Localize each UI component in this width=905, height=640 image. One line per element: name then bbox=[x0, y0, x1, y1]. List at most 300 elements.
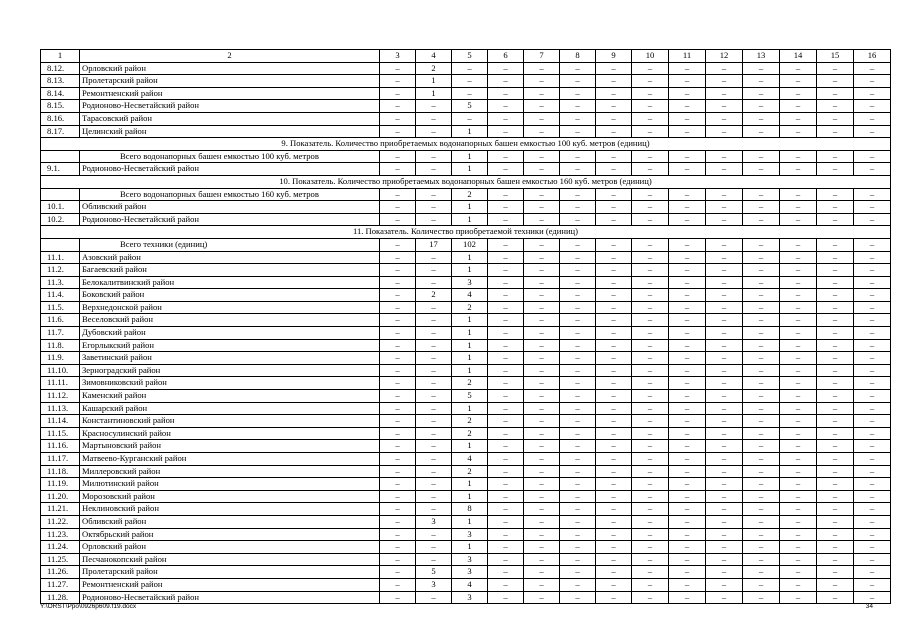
value-cell: – bbox=[560, 264, 596, 277]
value-cell: – bbox=[780, 453, 817, 466]
value-cell: – bbox=[854, 251, 891, 264]
value-cell: 2 bbox=[452, 415, 488, 428]
value-cell: – bbox=[488, 503, 524, 516]
value-cell: – bbox=[524, 578, 560, 591]
value-cell: – bbox=[780, 75, 817, 88]
value-cell: 4 bbox=[452, 578, 488, 591]
value-cell: – bbox=[524, 264, 560, 277]
value-cell: – bbox=[632, 553, 669, 566]
value-cell: – bbox=[632, 377, 669, 390]
value-cell: – bbox=[817, 591, 854, 604]
section-heading: 9. Показатель. Количество приобретаемых водонапорных башен емкостью 100 куб. метров (единиц) bbox=[41, 138, 891, 151]
value-cell: 2 bbox=[452, 377, 488, 390]
table-row bbox=[41, 251, 891, 264]
value-cell: – bbox=[524, 515, 560, 528]
value-cell: – bbox=[596, 339, 632, 352]
value-cell: – bbox=[780, 402, 817, 415]
value-cell: 1 bbox=[452, 201, 488, 214]
value-cell: – bbox=[706, 528, 743, 541]
value-cell: – bbox=[560, 62, 596, 75]
value-cell: – bbox=[380, 188, 416, 201]
value-cell: – bbox=[706, 377, 743, 390]
value-cell: – bbox=[596, 112, 632, 125]
value-cell: – bbox=[780, 62, 817, 75]
value-cell: – bbox=[780, 276, 817, 289]
value-cell: – bbox=[596, 276, 632, 289]
table-row bbox=[41, 62, 891, 75]
value-cell: – bbox=[524, 339, 560, 352]
value-cell: – bbox=[632, 515, 669, 528]
value-cell: – bbox=[706, 201, 743, 214]
value-cell: 3 bbox=[452, 528, 488, 541]
total-row bbox=[41, 150, 891, 163]
value-cell: – bbox=[780, 591, 817, 604]
value-cell: – bbox=[488, 150, 524, 163]
value-cell: – bbox=[780, 201, 817, 214]
value-cell: 1 bbox=[452, 339, 488, 352]
value-cell: – bbox=[780, 578, 817, 591]
value-cell: – bbox=[488, 377, 524, 390]
value-cell: – bbox=[488, 578, 524, 591]
value-cell: – bbox=[780, 289, 817, 302]
value-cell: – bbox=[596, 490, 632, 503]
value-cell: – bbox=[854, 213, 891, 226]
value-cell: – bbox=[488, 364, 524, 377]
value-cell: – bbox=[780, 515, 817, 528]
value-cell: – bbox=[380, 352, 416, 365]
column-header: 2 bbox=[80, 50, 380, 63]
value-cell: – bbox=[780, 465, 817, 478]
value-cell: – bbox=[780, 390, 817, 403]
value-cell: – bbox=[380, 125, 416, 138]
district-name: Заветинский район bbox=[80, 352, 380, 365]
value-cell: – bbox=[596, 301, 632, 314]
value-cell: – bbox=[854, 415, 891, 428]
value-cell: – bbox=[380, 440, 416, 453]
district-name: Обливский район bbox=[80, 201, 380, 214]
value-cell: – bbox=[380, 503, 416, 516]
value-cell: – bbox=[560, 415, 596, 428]
row-number: 10.1. bbox=[41, 201, 80, 214]
value-cell: – bbox=[560, 553, 596, 566]
value-cell: – bbox=[596, 528, 632, 541]
value-cell: – bbox=[560, 150, 596, 163]
value-cell: – bbox=[560, 251, 596, 264]
value-cell: – bbox=[743, 352, 780, 365]
value-cell: – bbox=[669, 163, 706, 176]
value-cell: – bbox=[560, 75, 596, 88]
data-table bbox=[40, 49, 891, 604]
table-row bbox=[41, 327, 891, 340]
value-cell: – bbox=[669, 62, 706, 75]
value-cell: 5 bbox=[416, 566, 452, 579]
value-cell: – bbox=[416, 201, 452, 214]
value-cell: – bbox=[380, 578, 416, 591]
value-cell: – bbox=[817, 62, 854, 75]
value-cell: – bbox=[817, 188, 854, 201]
value-cell: – bbox=[416, 314, 452, 327]
table-row bbox=[41, 503, 891, 516]
file-path: Y:\ORST\Ppo\0926p609.f19.docx bbox=[40, 603, 137, 610]
district-name: Октябрьский район bbox=[80, 528, 380, 541]
value-cell: – bbox=[416, 528, 452, 541]
value-cell: 17 bbox=[416, 238, 452, 251]
value-cell: – bbox=[780, 87, 817, 100]
value-cell: – bbox=[854, 125, 891, 138]
district-name: Егорлыкский район bbox=[80, 339, 380, 352]
value-cell: – bbox=[380, 276, 416, 289]
row-number: 11.16. bbox=[41, 440, 80, 453]
value-cell: – bbox=[854, 289, 891, 302]
value-cell: – bbox=[743, 62, 780, 75]
value-cell: – bbox=[524, 276, 560, 289]
value-cell: – bbox=[706, 112, 743, 125]
value-cell: – bbox=[743, 264, 780, 277]
value-cell: – bbox=[706, 100, 743, 113]
value-cell: – bbox=[743, 276, 780, 289]
value-cell: – bbox=[488, 87, 524, 100]
value-cell: – bbox=[380, 213, 416, 226]
value-cell: – bbox=[669, 75, 706, 88]
value-cell: 1 bbox=[416, 87, 452, 100]
value-cell: – bbox=[596, 591, 632, 604]
row-number: 11.28. bbox=[41, 591, 80, 604]
value-cell: – bbox=[669, 553, 706, 566]
value-cell: 1 bbox=[452, 125, 488, 138]
value-cell: – bbox=[706, 264, 743, 277]
value-cell: – bbox=[488, 314, 524, 327]
value-cell: – bbox=[416, 188, 452, 201]
value-cell: – bbox=[596, 390, 632, 403]
value-cell: – bbox=[488, 188, 524, 201]
value-cell: – bbox=[706, 490, 743, 503]
value-cell: – bbox=[488, 566, 524, 579]
value-cell: – bbox=[817, 364, 854, 377]
value-cell: – bbox=[596, 402, 632, 415]
district-name: Константиновский район bbox=[80, 415, 380, 428]
value-cell: – bbox=[560, 238, 596, 251]
table-row bbox=[41, 213, 891, 226]
value-cell: – bbox=[416, 213, 452, 226]
value-cell: – bbox=[854, 339, 891, 352]
value-cell: – bbox=[854, 377, 891, 390]
value-cell: – bbox=[780, 150, 817, 163]
value-cell: – bbox=[817, 251, 854, 264]
value-cell: – bbox=[817, 75, 854, 88]
value-cell: – bbox=[560, 213, 596, 226]
value-cell: – bbox=[743, 150, 780, 163]
value-cell: – bbox=[524, 415, 560, 428]
row-number: 11.14. bbox=[41, 415, 80, 428]
table-row bbox=[41, 276, 891, 289]
value-cell: – bbox=[380, 201, 416, 214]
value-cell: – bbox=[743, 578, 780, 591]
value-cell: – bbox=[560, 528, 596, 541]
value-cell: – bbox=[669, 201, 706, 214]
value-cell: – bbox=[854, 100, 891, 113]
value-cell: – bbox=[743, 541, 780, 554]
value-cell: – bbox=[596, 150, 632, 163]
value-cell: 1 bbox=[452, 314, 488, 327]
value-cell: – bbox=[669, 314, 706, 327]
value-cell: 5 bbox=[452, 100, 488, 113]
value-cell: – bbox=[524, 453, 560, 466]
value-cell: – bbox=[560, 112, 596, 125]
row-number: 10.2. bbox=[41, 213, 80, 226]
value-cell: 3 bbox=[416, 578, 452, 591]
value-cell: – bbox=[524, 490, 560, 503]
table-row bbox=[41, 364, 891, 377]
value-cell: – bbox=[416, 377, 452, 390]
value-cell: – bbox=[488, 112, 524, 125]
value-cell: – bbox=[706, 427, 743, 440]
value-cell: – bbox=[632, 339, 669, 352]
table-row bbox=[41, 289, 891, 302]
value-cell: – bbox=[780, 566, 817, 579]
value-cell: – bbox=[669, 100, 706, 113]
value-cell: – bbox=[452, 75, 488, 88]
value-cell: – bbox=[743, 402, 780, 415]
district-name: Родионово-Несветайский район bbox=[80, 163, 380, 176]
table-row bbox=[41, 515, 891, 528]
value-cell: – bbox=[743, 238, 780, 251]
row-number: 11.10. bbox=[41, 364, 80, 377]
value-cell: – bbox=[817, 478, 854, 491]
value-cell: – bbox=[743, 112, 780, 125]
value-cell: – bbox=[560, 201, 596, 214]
value-cell: – bbox=[416, 125, 452, 138]
value-cell: 1 bbox=[452, 213, 488, 226]
value-cell: – bbox=[596, 415, 632, 428]
value-cell: – bbox=[524, 150, 560, 163]
row-number: 9.1. bbox=[41, 163, 80, 176]
table-row bbox=[41, 100, 891, 113]
district-name: Матвеево-Курганский район bbox=[80, 453, 380, 466]
value-cell: – bbox=[416, 478, 452, 491]
value-cell: – bbox=[632, 364, 669, 377]
value-cell: 1 bbox=[452, 264, 488, 277]
value-cell: – bbox=[743, 490, 780, 503]
row-number: 11.7. bbox=[41, 327, 80, 340]
row-number: 11.12. bbox=[41, 390, 80, 403]
value-cell: – bbox=[669, 402, 706, 415]
value-cell: – bbox=[817, 402, 854, 415]
value-cell: – bbox=[743, 163, 780, 176]
value-cell: – bbox=[560, 515, 596, 528]
value-cell: – bbox=[632, 188, 669, 201]
table-row bbox=[41, 541, 891, 554]
value-cell: – bbox=[596, 251, 632, 264]
value-cell: – bbox=[416, 352, 452, 365]
value-cell: – bbox=[380, 427, 416, 440]
header-row bbox=[41, 50, 891, 63]
row-number: 8.12. bbox=[41, 62, 80, 75]
value-cell: – bbox=[817, 390, 854, 403]
value-cell: – bbox=[488, 75, 524, 88]
value-cell: 1 bbox=[452, 364, 488, 377]
value-cell: – bbox=[632, 251, 669, 264]
row-number: 8.16. bbox=[41, 112, 80, 125]
value-cell: – bbox=[780, 440, 817, 453]
value-cell: – bbox=[524, 541, 560, 554]
value-cell: – bbox=[854, 364, 891, 377]
row-number: 11.13. bbox=[41, 402, 80, 415]
value-cell: – bbox=[524, 566, 560, 579]
total-label: Всего техники (единиц) bbox=[80, 238, 380, 251]
district-name: Обливский район bbox=[80, 515, 380, 528]
value-cell: – bbox=[780, 314, 817, 327]
value-cell: – bbox=[560, 87, 596, 100]
table-row bbox=[41, 352, 891, 365]
value-cell: – bbox=[380, 453, 416, 466]
district-name: Песчанокопский район bbox=[80, 553, 380, 566]
value-cell: – bbox=[488, 163, 524, 176]
value-cell: – bbox=[669, 465, 706, 478]
value-cell: – bbox=[632, 87, 669, 100]
value-cell: – bbox=[706, 125, 743, 138]
value-cell: – bbox=[706, 327, 743, 340]
row-number: 11.17. bbox=[41, 453, 80, 466]
table-row bbox=[41, 427, 891, 440]
value-cell: – bbox=[780, 478, 817, 491]
value-cell: – bbox=[560, 390, 596, 403]
row-number: 11.19. bbox=[41, 478, 80, 491]
value-cell: – bbox=[706, 150, 743, 163]
district-name: Пролетарский район bbox=[80, 566, 380, 579]
value-cell: – bbox=[669, 150, 706, 163]
value-cell: – bbox=[743, 440, 780, 453]
value-cell: – bbox=[780, 541, 817, 554]
table-row bbox=[41, 301, 891, 314]
value-cell: – bbox=[632, 390, 669, 403]
value-cell: – bbox=[524, 289, 560, 302]
district-name: Родионово-Несветайский район bbox=[80, 213, 380, 226]
value-cell: – bbox=[854, 427, 891, 440]
value-cell: – bbox=[854, 327, 891, 340]
value-cell: – bbox=[743, 528, 780, 541]
value-cell: – bbox=[854, 591, 891, 604]
value-cell: – bbox=[854, 264, 891, 277]
value-cell: – bbox=[380, 339, 416, 352]
value-cell: – bbox=[560, 503, 596, 516]
value-cell: – bbox=[743, 87, 780, 100]
value-cell: – bbox=[817, 238, 854, 251]
value-cell: – bbox=[416, 100, 452, 113]
table-row bbox=[41, 125, 891, 138]
value-cell: – bbox=[416, 264, 452, 277]
value-cell: – bbox=[596, 541, 632, 554]
column-header: 14 bbox=[780, 50, 817, 63]
value-cell: – bbox=[780, 427, 817, 440]
row-number: 8.15. bbox=[41, 100, 80, 113]
value-cell: – bbox=[743, 553, 780, 566]
value-cell: – bbox=[817, 289, 854, 302]
value-cell: – bbox=[416, 553, 452, 566]
value-cell: – bbox=[854, 276, 891, 289]
value-cell: – bbox=[669, 515, 706, 528]
value-cell: – bbox=[380, 591, 416, 604]
value-cell: – bbox=[560, 541, 596, 554]
value-cell: – bbox=[632, 301, 669, 314]
value-cell: – bbox=[706, 188, 743, 201]
table-row bbox=[41, 490, 891, 503]
value-cell: – bbox=[524, 327, 560, 340]
value-cell: – bbox=[669, 276, 706, 289]
value-cell: – bbox=[380, 75, 416, 88]
value-cell: – bbox=[560, 188, 596, 201]
value-cell: – bbox=[416, 490, 452, 503]
section-heading-row bbox=[41, 138, 891, 151]
value-cell: 3 bbox=[452, 553, 488, 566]
value-cell: – bbox=[524, 112, 560, 125]
value-cell: – bbox=[488, 327, 524, 340]
district-name: Мартыновский район bbox=[80, 440, 380, 453]
column-header: 5 bbox=[452, 50, 488, 63]
value-cell: 1 bbox=[452, 515, 488, 528]
value-cell: – bbox=[560, 125, 596, 138]
district-name: Ремонтненский район bbox=[80, 578, 380, 591]
value-cell: – bbox=[488, 465, 524, 478]
value-cell: – bbox=[380, 402, 416, 415]
value-cell: – bbox=[817, 440, 854, 453]
value-cell: – bbox=[416, 390, 452, 403]
value-cell: – bbox=[706, 566, 743, 579]
value-cell: 1 bbox=[452, 251, 488, 264]
value-cell: – bbox=[524, 188, 560, 201]
value-cell: – bbox=[416, 427, 452, 440]
value-cell: – bbox=[560, 314, 596, 327]
row-number: 11.27. bbox=[41, 578, 80, 591]
value-cell: – bbox=[416, 276, 452, 289]
value-cell: – bbox=[743, 213, 780, 226]
value-cell: 2 bbox=[452, 188, 488, 201]
value-cell: 3 bbox=[452, 591, 488, 604]
value-cell: – bbox=[632, 276, 669, 289]
value-cell: – bbox=[632, 453, 669, 466]
district-name: Целинский район bbox=[80, 125, 380, 138]
value-cell: – bbox=[817, 150, 854, 163]
value-cell: – bbox=[560, 465, 596, 478]
value-cell: – bbox=[524, 352, 560, 365]
row-number: 11.21. bbox=[41, 503, 80, 516]
value-cell: – bbox=[817, 100, 854, 113]
value-cell: – bbox=[380, 163, 416, 176]
value-cell: – bbox=[596, 566, 632, 579]
value-cell: – bbox=[669, 490, 706, 503]
value-cell: – bbox=[669, 566, 706, 579]
value-cell: – bbox=[596, 427, 632, 440]
row-number bbox=[41, 238, 80, 251]
value-cell: – bbox=[780, 503, 817, 516]
column-header: 4 bbox=[416, 50, 452, 63]
value-cell: – bbox=[380, 415, 416, 428]
value-cell: – bbox=[380, 150, 416, 163]
value-cell: – bbox=[854, 188, 891, 201]
value-cell: – bbox=[380, 301, 416, 314]
value-cell: – bbox=[669, 541, 706, 554]
value-cell: – bbox=[817, 553, 854, 566]
value-cell: 4 bbox=[452, 453, 488, 466]
value-cell: – bbox=[596, 289, 632, 302]
value-cell: – bbox=[380, 515, 416, 528]
value-cell: – bbox=[632, 402, 669, 415]
value-cell: – bbox=[743, 289, 780, 302]
value-cell: – bbox=[488, 490, 524, 503]
value-cell: – bbox=[416, 541, 452, 554]
value-cell: 3 bbox=[416, 515, 452, 528]
value-cell: – bbox=[817, 276, 854, 289]
column-header: 13 bbox=[743, 50, 780, 63]
